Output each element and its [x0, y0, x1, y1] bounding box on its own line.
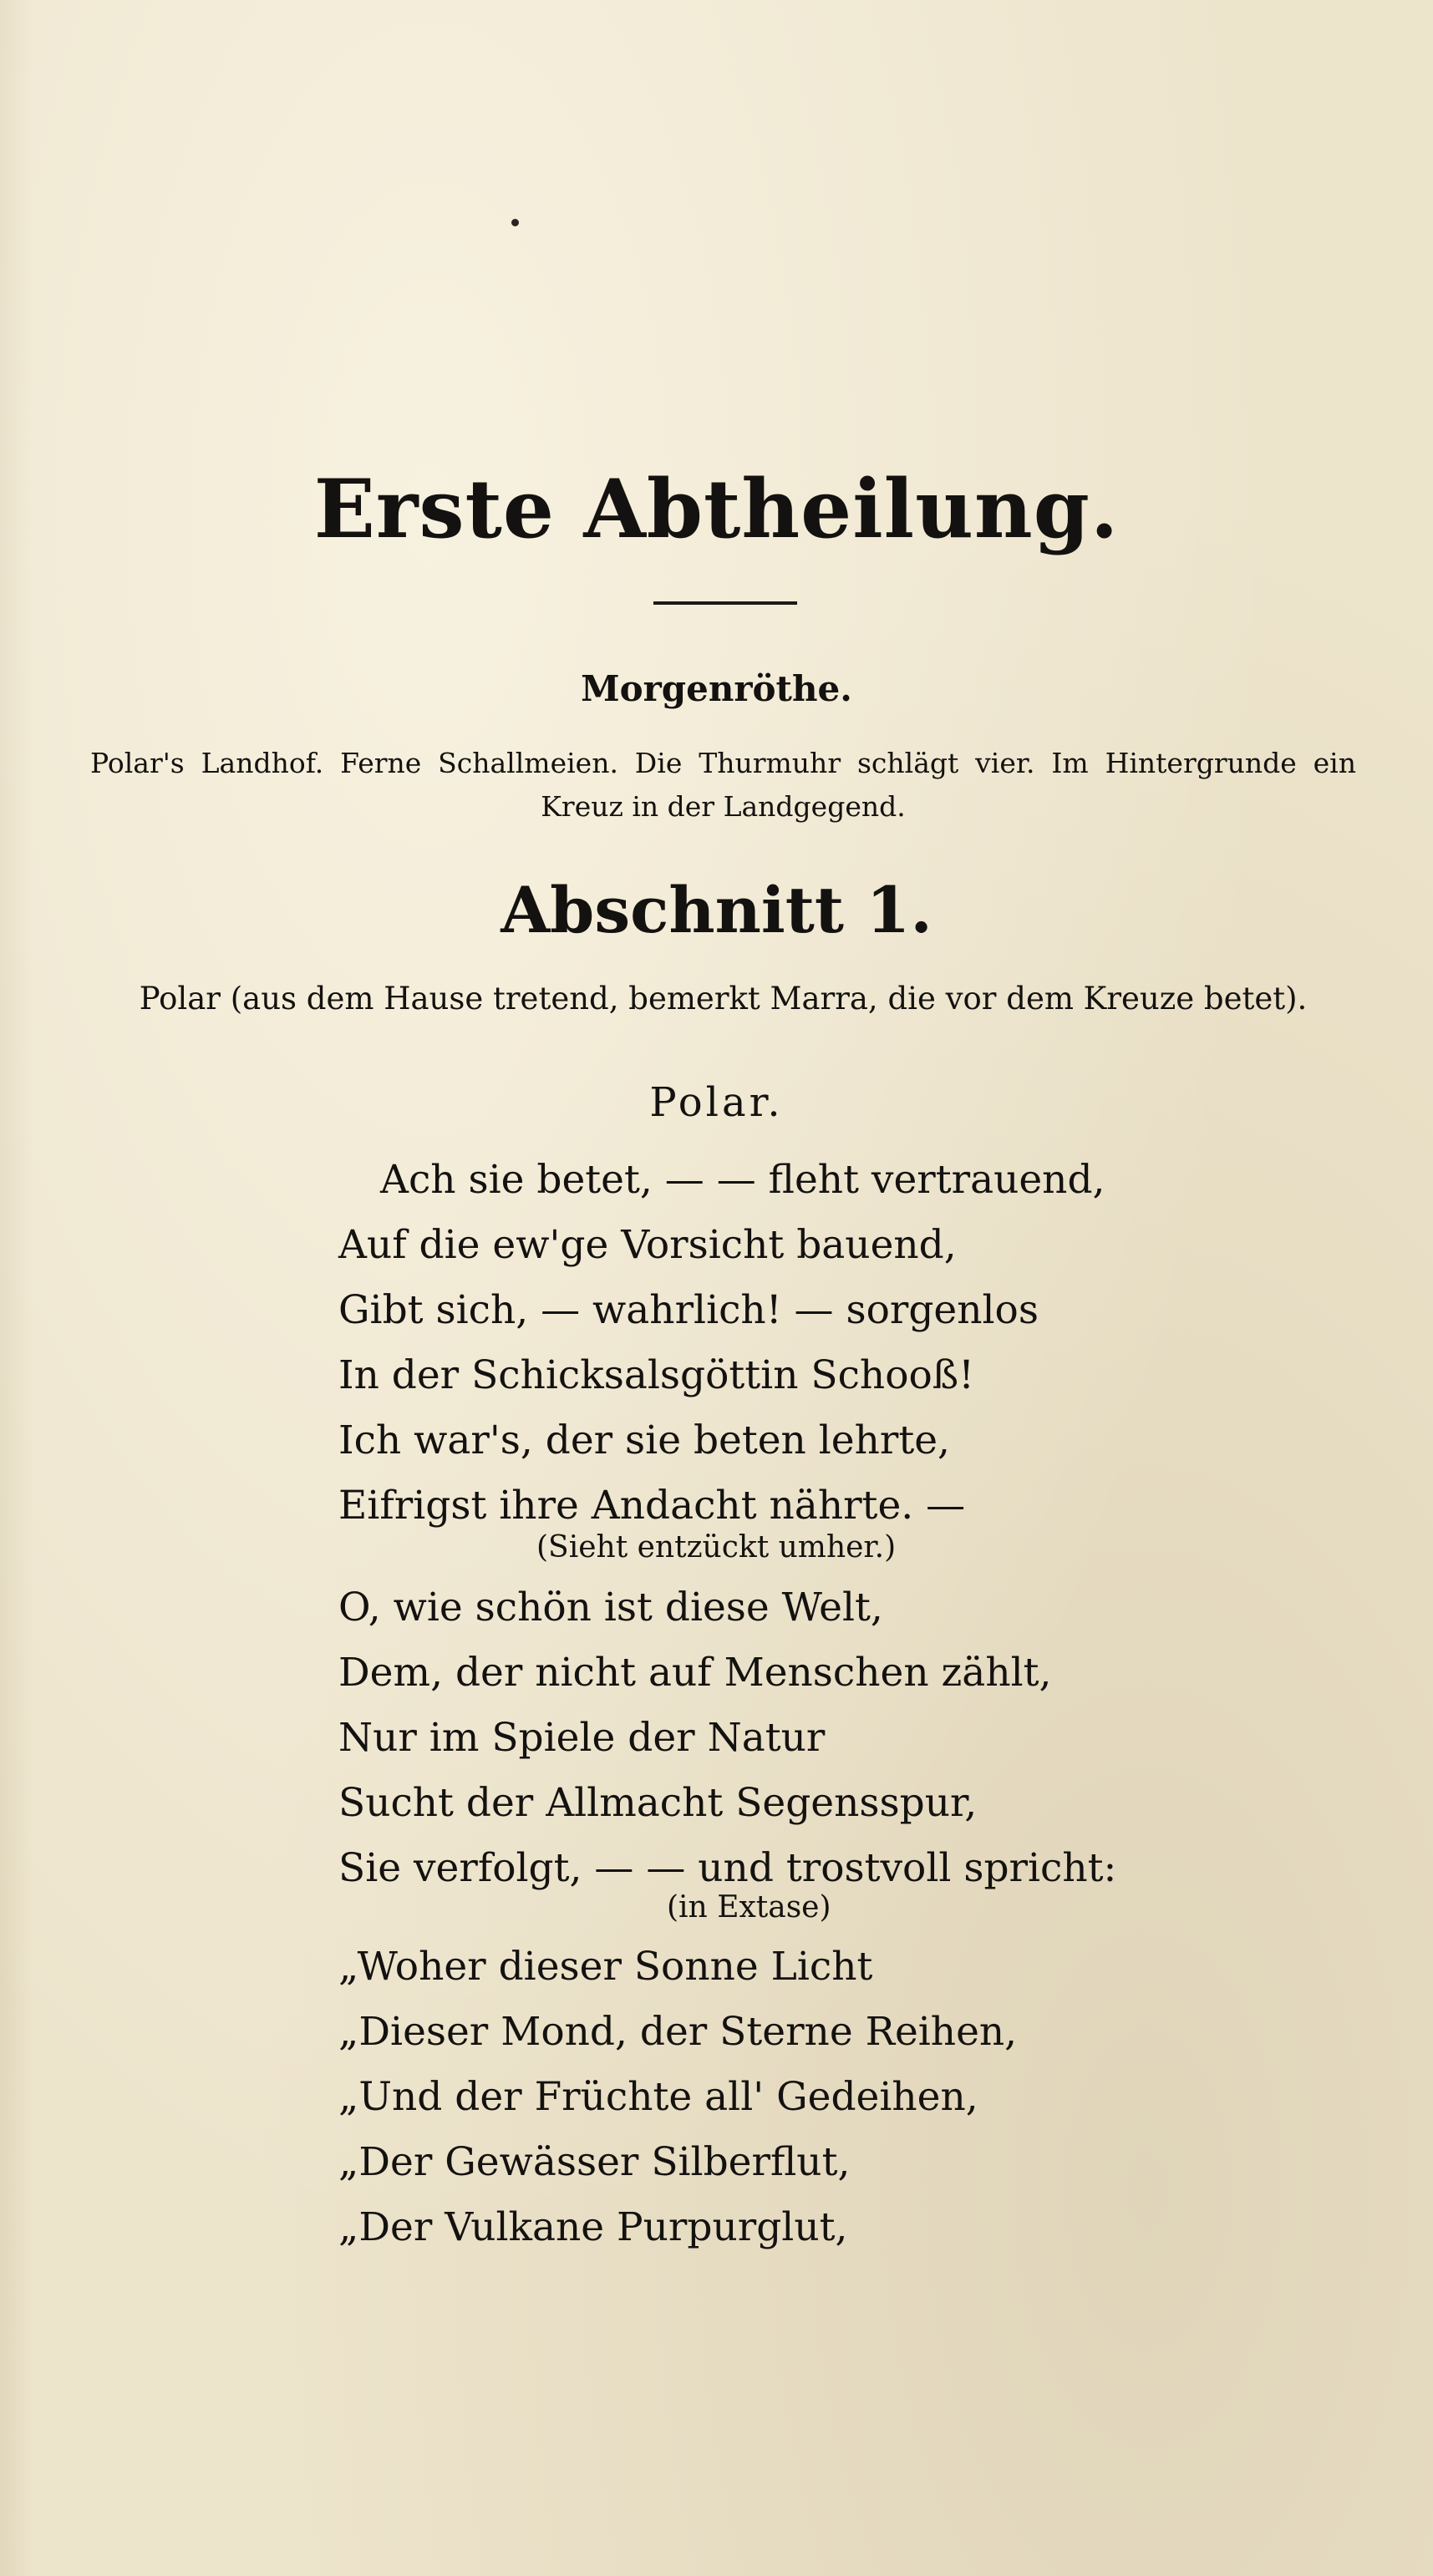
entry-direction: Polar (aus dem Hause tretend, bemerkt Marra, die vor dem Kreuze betet). [139, 981, 1308, 1017]
verse-line: Ach sie betet, — — fleht vertrauend, [380, 1157, 1105, 1203]
verse-line: „Der Gewässer Silberflut, [338, 2139, 851, 2185]
stage-aside: (in Extase) [667, 1890, 831, 1924]
stage-aside: (Sieht entzückt umher.) [536, 1530, 897, 1564]
verse-line: „Und der Früchte all' Gedeihen, [338, 2074, 978, 2120]
section-heading: Abschnitt 1. [501, 873, 932, 947]
title-divider [653, 601, 797, 605]
stage-direction: Polar's Landhof. Ferne Schallmeien. Die Thurmuhr schlägt vier. Im Hintergrunde ein Kreuz in der Landgegend. [90, 747, 1356, 823]
verse-line: Eifrigst ihre Andacht nährte. — [338, 1483, 966, 1529]
verse-line: Nur im Spiele der Natur [338, 1715, 826, 1761]
verse-line: Sucht der Allmacht Segensspur, [338, 1780, 978, 1826]
verse-line: Sie verfolgt, — — und trostvoll spricht: [338, 1845, 1117, 1891]
verse-line: „Der Vulkane Purpurglut, [338, 2204, 848, 2250]
verse-line: Ich war's, der sie beten lehrte, [338, 1417, 950, 1463]
verse-line: „Dieser Mond, der Sterne Reihen, [338, 2009, 1018, 2055]
verse-line: O, wie schön ist diese Welt, [338, 1585, 883, 1630]
verse-line: In der Schicksalsgöttin Schooß! [338, 1352, 975, 1398]
page-title: Erste Abtheilung. [313, 462, 1120, 556]
verse-line: Auf die ew'ge Vorsicht bauend, [338, 1222, 957, 1268]
verse-line: Dem, der nicht auf Menschen zählt, [338, 1650, 1052, 1696]
speaker-name: Polar. [649, 1079, 784, 1126]
ink-dot [511, 219, 519, 226]
verse-line: „Woher dieser Sonne Licht [338, 1944, 873, 1990]
scene-title: Morgenröthe. [581, 668, 852, 709]
verse-line: Gibt sich, — wahrlich! — sorgenlos [338, 1287, 1039, 1333]
